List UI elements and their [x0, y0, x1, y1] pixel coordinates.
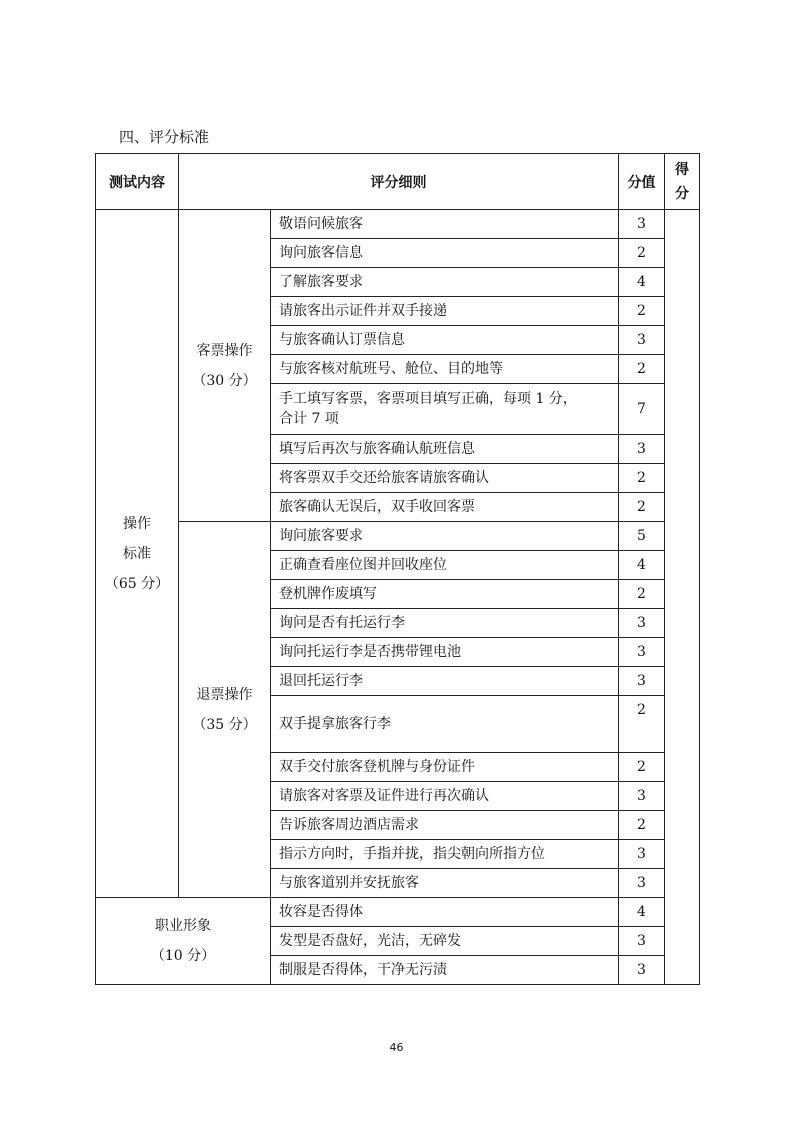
scoring-table: [95, 153, 700, 985]
criterion-points: 3: [619, 435, 665, 464]
criterion-points: 2: [619, 753, 665, 782]
criterion-points: 2: [619, 297, 665, 326]
criterion-text: 与旅客道别并安抚旅客: [271, 869, 619, 898]
criterion-points: 5: [619, 522, 665, 551]
criterion-text: 双手提拿旅客行李: [271, 696, 619, 753]
criterion-points: 2: [619, 355, 665, 384]
criterion-text: 告诉旅客周边酒店需求: [271, 811, 619, 840]
criterion-points: 2: [619, 493, 665, 522]
criterion-points: 4: [619, 898, 665, 927]
criterion-points: 4: [619, 268, 665, 297]
header-detail: 评分细则: [179, 154, 619, 210]
criterion-points: 3: [619, 667, 665, 696]
criterion-points: 3: [619, 782, 665, 811]
criterion-text: 了解旅客要求: [271, 268, 619, 297]
criterion-text: 制服是否得体，干净无污渍: [271, 956, 619, 985]
subcategory-refund: 退票操作 （35 分）: [179, 522, 271, 898]
section-heading: 四、评分标准: [119, 128, 210, 146]
criterion-points: 7: [619, 384, 665, 435]
criterion-points: 3: [619, 956, 665, 985]
table-row: [96, 210, 700, 239]
criterion-text: 双手交付旅客登机牌与身份证件: [271, 753, 619, 782]
criterion-text: 询问是否有托运行李: [271, 609, 619, 638]
criterion-text: 手工填写客票，客票项目填写正确，每项 1 分， 合计 7 项: [271, 384, 619, 435]
criterion-points: 2: [619, 696, 665, 753]
criterion-text: 登机牌作废填写: [271, 580, 619, 609]
subcategory-ticket: 客票操作 （30 分）: [179, 210, 271, 522]
page-number: 46: [389, 1041, 404, 1054]
criterion-text: 敬语问候旅客: [271, 210, 619, 239]
table-header-row: [96, 154, 700, 210]
table-row: [96, 522, 700, 551]
criterion-points: 3: [619, 840, 665, 869]
criterion-points: 3: [619, 609, 665, 638]
criterion-text: 正确查看座位图并回收座位: [271, 551, 619, 580]
category-appearance: 职业形象 （10 分）: [96, 898, 271, 985]
criterion-points: 2: [619, 239, 665, 268]
category-operation: 操作 标准 （65 分）: [96, 210, 179, 898]
criterion-points: 3: [619, 326, 665, 355]
criterion-text: 请旅客对客票及证件进行再次确认: [271, 782, 619, 811]
criterion-points: 3: [619, 210, 665, 239]
header-content: 测试内容: [96, 154, 179, 210]
criterion-points: 2: [619, 580, 665, 609]
criterion-text: 填写后再次与旅客确认航班信息: [271, 435, 619, 464]
criterion-text: 询问旅客要求: [271, 522, 619, 551]
criterion-text: 询问托运行李是否携带锂电池: [271, 638, 619, 667]
criterion-text: 退回托运行李: [271, 667, 619, 696]
criterion-text: 询问旅客信息: [271, 239, 619, 268]
criterion-text: 与旅客确认订票信息: [271, 326, 619, 355]
header-score: 得 分: [665, 154, 700, 210]
criterion-points: 3: [619, 927, 665, 956]
criterion-points: 4: [619, 551, 665, 580]
criterion-points: 2: [619, 811, 665, 840]
criterion-text: 妆容是否得体: [271, 898, 619, 927]
criterion-text: 发型是否盘好，光洁，无碎发: [271, 927, 619, 956]
header-points: 分值: [619, 154, 665, 210]
criterion-points: 3: [619, 638, 665, 667]
criterion-points: 2: [619, 464, 665, 493]
criterion-points: 3: [619, 869, 665, 898]
criterion-text: 与旅客核对航班号、舱位、目的地等: [271, 355, 619, 384]
criterion-text: 请旅客出示证件并双手接递: [271, 297, 619, 326]
score-cell: [665, 210, 700, 985]
criterion-text: 指示方向时，手指并拢，指尖朝向所指方位: [271, 840, 619, 869]
table-row: [96, 898, 700, 927]
criterion-text: 将客票双手交还给旅客请旅客确认: [271, 464, 619, 493]
criterion-text: 旅客确认无误后，双手收回客票: [271, 493, 619, 522]
